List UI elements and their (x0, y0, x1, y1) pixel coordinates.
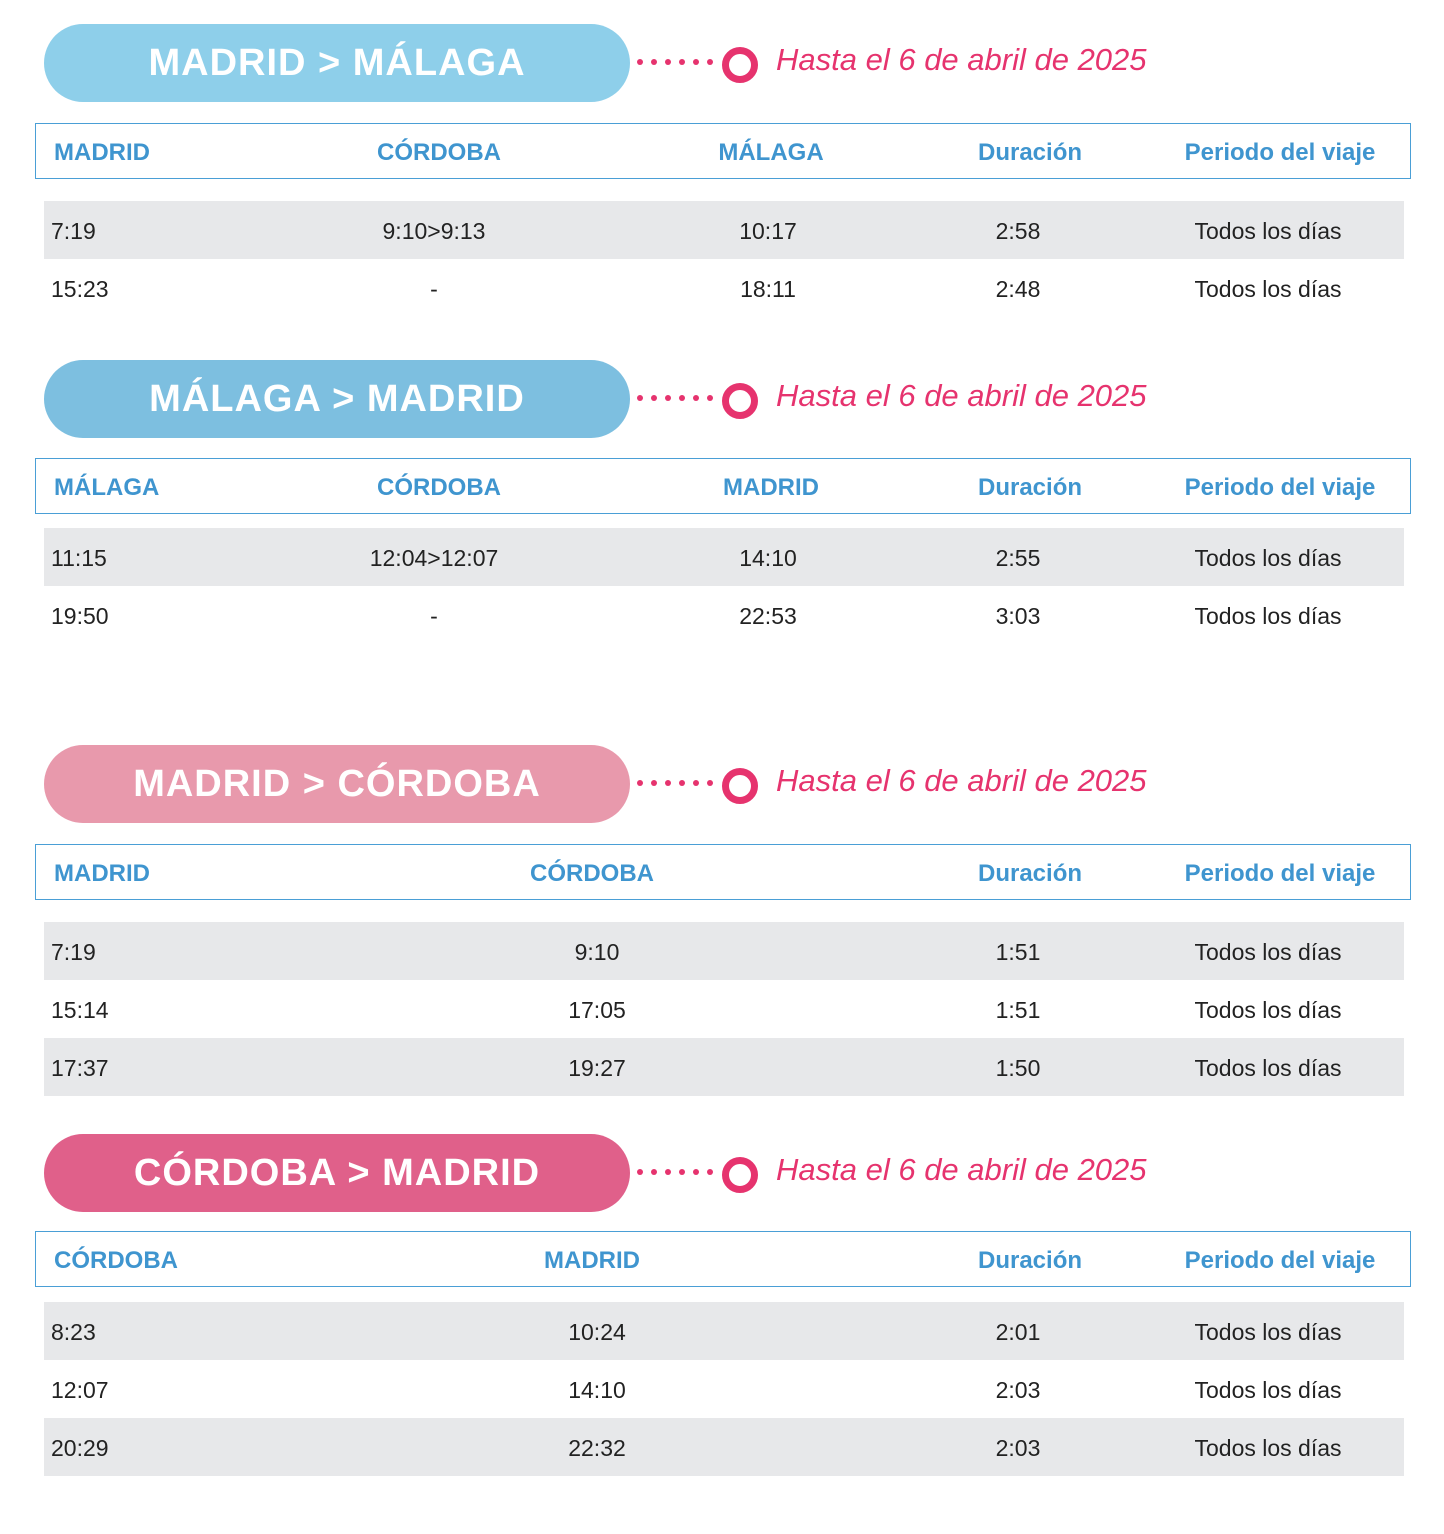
route-title-pill: MADRID > CÓRDOBA (44, 745, 630, 823)
table-header (35, 458, 1411, 514)
ring-marker-icon (722, 383, 758, 419)
cell: 9:10 (574, 939, 620, 965)
cell: 22:53 (739, 603, 797, 629)
table-row (44, 1418, 1404, 1476)
validity-text: Hasta el 6 de abril de 2025 (776, 1152, 1147, 1187)
col-header: Periodo del viaje (1184, 1247, 1376, 1274)
validity-text: Hasta el 6 de abril de 2025 (776, 42, 1147, 77)
cell: Todos los días (1194, 997, 1342, 1023)
cell: 2:48 (995, 276, 1041, 302)
cell: 8:23 (51, 1319, 96, 1345)
col-header: CÓRDOBA (530, 860, 654, 887)
col-header: Duración (977, 860, 1083, 887)
table-header (35, 1231, 1411, 1287)
cell: 10:24 (568, 1319, 626, 1345)
col-header: CÓRDOBA (377, 139, 501, 166)
col-header: Periodo del viaje (1184, 860, 1376, 887)
cell: Todos los días (1194, 603, 1342, 629)
col-header: Periodo del viaje (1184, 474, 1376, 501)
cell: 15:14 (51, 997, 109, 1023)
cell: 19:50 (51, 603, 109, 629)
cell: 2:03 (995, 1377, 1041, 1403)
col-header: Duración (977, 139, 1083, 166)
cell: Todos los días (1194, 545, 1342, 571)
col-header: MADRID (544, 1247, 640, 1274)
cell: Todos los días (1194, 1435, 1342, 1461)
cell: 14:10 (739, 545, 797, 571)
col-header: MÁLAGA (718, 139, 824, 166)
table-row (44, 201, 1404, 259)
table-row (44, 922, 1404, 980)
cell: Todos los días (1194, 218, 1342, 244)
cell: 12:07 (51, 1377, 109, 1403)
route-title-pill: CÓRDOBA > MADRID (44, 1134, 630, 1212)
cell: 9:10>9:13 (382, 218, 486, 244)
cell: 2:55 (995, 545, 1041, 571)
col-header: Periodo del viaje (1184, 139, 1376, 166)
table-row (44, 528, 1404, 586)
cell: Todos los días (1194, 1377, 1342, 1403)
table-row (44, 980, 1404, 1038)
cell: 1:50 (995, 1055, 1041, 1081)
col-header: MADRID (54, 139, 150, 166)
col-header: CÓRDOBA (377, 474, 501, 501)
cell: 17:05 (568, 997, 626, 1023)
cell: 7:19 (51, 218, 96, 244)
table-header (35, 844, 1411, 900)
cell: 22:32 (568, 1435, 626, 1461)
table-row (44, 1360, 1404, 1418)
cell: 7:19 (51, 939, 96, 965)
validity-text: Hasta el 6 de abril de 2025 (776, 763, 1147, 798)
dotted-connector (637, 395, 713, 403)
table-row (44, 1038, 1404, 1096)
cell: - (430, 276, 438, 302)
table-row (44, 586, 1404, 644)
col-header: Duración (977, 1247, 1083, 1274)
dotted-connector (637, 1169, 713, 1177)
col-header: Duración (977, 474, 1083, 501)
cell: Todos los días (1194, 276, 1342, 302)
cell: 20:29 (51, 1435, 109, 1461)
cell: 1:51 (995, 939, 1041, 965)
cell: 17:37 (51, 1055, 109, 1081)
cell: 12:04>12:07 (369, 545, 499, 571)
table-row (44, 1302, 1404, 1360)
cell: 18:11 (740, 276, 796, 302)
col-header: MADRID (723, 474, 819, 501)
ring-marker-icon (722, 768, 758, 804)
col-header: MÁLAGA (54, 474, 160, 501)
cell: 2:03 (995, 1435, 1041, 1461)
col-header: CÓRDOBA (54, 1247, 178, 1274)
cell: 2:01 (995, 1319, 1041, 1345)
cell: 11:15 (51, 545, 107, 571)
cell: 2:58 (995, 218, 1041, 244)
col-header: MADRID (54, 860, 150, 887)
cell: Todos los días (1194, 1319, 1342, 1345)
validity-text: Hasta el 6 de abril de 2025 (776, 378, 1147, 413)
dotted-connector (637, 59, 713, 67)
table-row (44, 259, 1404, 317)
cell: - (430, 603, 438, 629)
cell: Todos los días (1194, 939, 1342, 965)
cell: 1:51 (995, 997, 1041, 1023)
route-title-pill: MADRID > MÁLAGA (44, 24, 630, 102)
cell: 15:23 (51, 276, 109, 302)
cell: Todos los días (1194, 1055, 1342, 1081)
cell: 10:17 (739, 218, 797, 244)
ring-marker-icon (722, 47, 758, 83)
cell: 19:27 (568, 1055, 626, 1081)
route-title-pill: MÁLAGA > MADRID (44, 360, 630, 438)
cell: 3:03 (995, 603, 1041, 629)
ring-marker-icon (722, 1157, 758, 1193)
cell: 14:10 (568, 1377, 626, 1403)
table-header (35, 123, 1411, 179)
dotted-connector (637, 780, 713, 788)
